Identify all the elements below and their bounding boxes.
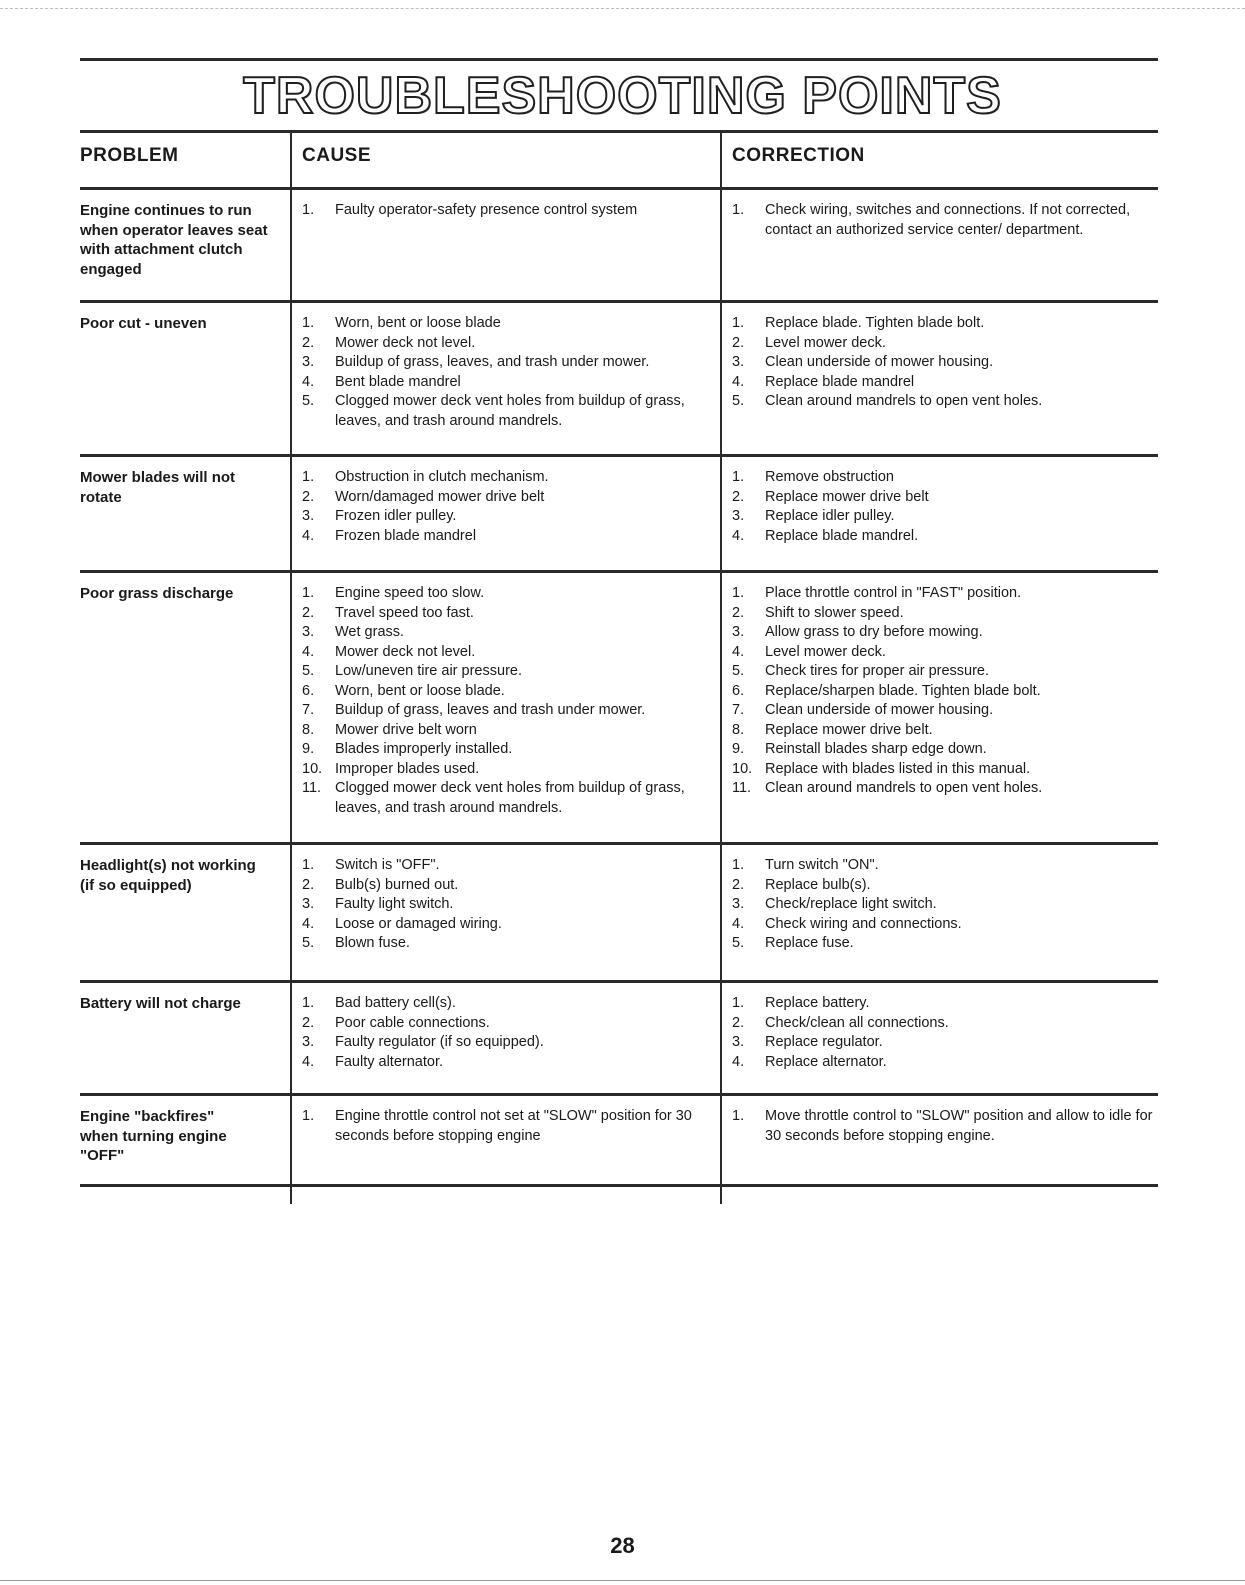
item-text: Clogged mower deck vent holes from buildup of grass, leaves, and trash around mandrels. (335, 393, 685, 429)
item-text: Mower deck not level. (335, 643, 476, 660)
correction-item (732, 373, 1158, 393)
correction-item (732, 701, 1158, 721)
item-number: 1. (732, 585, 745, 601)
item-number: 3. (302, 508, 315, 524)
correction-item (732, 604, 1158, 624)
item-text: Clean underside of mower housing. (765, 702, 994, 718)
item-text: Frozen idler pulley. (335, 508, 457, 524)
item-text: Replace idler pulley. (765, 508, 895, 524)
item-number: 1. (732, 1108, 745, 1124)
correction-cell (720, 303, 1158, 454)
item-text: Reinstall blades sharp edge down. (765, 741, 987, 757)
correction-item (732, 1107, 1158, 1146)
cause-cell (290, 573, 720, 842)
item-number: 2. (302, 604, 315, 621)
cause-cell (290, 190, 720, 300)
cause-item (302, 740, 720, 760)
cause-item (302, 604, 720, 624)
cause-item (302, 934, 720, 954)
cause-item (302, 662, 720, 682)
cause-item (302, 353, 720, 373)
problem-text: Headlight(s) not working (if so equipped) (80, 857, 256, 894)
correction-item (732, 915, 1158, 935)
cause-item (302, 468, 720, 488)
cause-item (302, 876, 720, 896)
item-number: 3. (302, 1034, 315, 1050)
item-text: Replace fuse. (765, 935, 854, 951)
item-text: Faulty alternator. (335, 1053, 443, 1070)
item-text: Bulb(s) burned out. (335, 876, 459, 893)
item-number: 2. (302, 334, 315, 351)
item-text: Buildup of grass, leaves and trash under mower. (335, 702, 646, 718)
item-number: 3. (302, 354, 315, 370)
problem-cell (80, 457, 290, 570)
item-text: Replace blade mandrel (765, 373, 915, 390)
item-number: 2. (732, 488, 745, 505)
correction-item (732, 488, 1158, 508)
item-text: Shift to slower speed. (765, 604, 904, 621)
item-text: Bent blade mandrel (335, 373, 461, 390)
item-text: Mower drive belt worn (335, 721, 477, 738)
item-text: Check wiring, switches and connections. If not corrected, contact an authorized service center/ department. (765, 202, 1131, 238)
cause-item (302, 373, 720, 393)
item-number: 1. (732, 857, 745, 873)
item-text: Travel speed too fast. (335, 604, 474, 621)
item-text: Replace with blades listed in this manual. (765, 760, 1031, 777)
problem-text: Engine "backfires" when turning engine "OFF" (80, 1108, 227, 1164)
correction-item (732, 1033, 1158, 1053)
correction-item (732, 584, 1158, 604)
item-number: 2. (732, 1014, 745, 1031)
item-text: Wet grass. (335, 624, 405, 640)
item-text: Replace regulator. (765, 1034, 883, 1050)
item-text: Check/replace light switch. (765, 896, 937, 912)
item-number: 1. (302, 995, 315, 1011)
item-number: 1. (732, 469, 745, 485)
item-number: 5. (302, 663, 315, 679)
item-text: Replace/sharpen blade. Tighten blade bolt. (765, 682, 1041, 699)
cause-item (302, 643, 720, 663)
item-text: Replace bulb(s). (765, 876, 871, 893)
problem-text: Poor grass discharge (80, 585, 234, 602)
correction-item (732, 623, 1158, 643)
problem-text: Engine continues to run when operator leaves seat with attachment clutch engaged (80, 202, 268, 278)
item-text: Replace mower drive belt. (765, 721, 933, 738)
item-text: Move throttle control to "SLOW" position and allow to idle for 30 seconds before stopping engine. (765, 1108, 1153, 1144)
item-text: Worn, bent or loose blade (335, 315, 501, 331)
cause-item (302, 915, 720, 935)
correction-item (732, 662, 1158, 682)
correction-item (732, 682, 1158, 702)
correction-item (732, 779, 1158, 799)
item-text: Switch is "OFF". (335, 857, 440, 873)
item-number: 2. (732, 334, 745, 351)
correction-item (732, 507, 1158, 527)
item-number: 3. (302, 896, 315, 912)
item-number: 1. (302, 857, 315, 873)
correction-item (732, 201, 1158, 240)
item-number: 10. (302, 760, 323, 777)
correction-item (732, 740, 1158, 760)
item-number: 3. (732, 508, 745, 524)
item-text: Turn switch "ON". (765, 857, 879, 873)
item-text: Allow grass to dry before mowing. (765, 624, 983, 640)
item-number: 5. (302, 393, 315, 409)
problem-cell (80, 303, 290, 454)
header-correction: CORRECTION (720, 133, 1158, 187)
item-number: 4. (732, 527, 745, 544)
item-number: 6. (302, 682, 315, 699)
cause-item (302, 895, 720, 915)
item-number: 1. (302, 202, 315, 218)
cause-cell (290, 1096, 720, 1184)
troubleshooting-table (80, 133, 1158, 1187)
item-text: Blades improperly installed. (335, 741, 513, 757)
cause-item (302, 488, 720, 508)
header-cause: CAUSE (290, 133, 720, 187)
item-text: Buildup of grass, leaves, and trash under mower. (335, 354, 650, 370)
item-number: 5. (732, 393, 745, 409)
item-text: Clean around mandrels to open vent holes. (765, 780, 1043, 796)
cause-item (302, 1014, 720, 1034)
item-text: Mower deck not level. (335, 334, 476, 351)
cause-cell (290, 983, 720, 1093)
item-number: 1. (302, 469, 315, 485)
correction-item (732, 895, 1158, 915)
item-text: Level mower deck. (765, 643, 886, 660)
item-number: 3. (732, 354, 745, 370)
correction-item (732, 1014, 1158, 1034)
item-number: 11. (732, 780, 752, 796)
item-text: Check tires for proper air pressure. (765, 663, 990, 679)
item-text: Bad battery cell(s). (335, 995, 456, 1011)
cause-cell (290, 303, 720, 454)
item-number: 2. (302, 876, 315, 893)
item-number: 5. (732, 935, 745, 951)
item-number: 4. (302, 643, 315, 660)
item-text: Check wiring and connections. (765, 915, 962, 932)
cause-item (302, 721, 720, 741)
cause-column-tail (290, 1187, 720, 1204)
item-number: 2. (302, 1014, 315, 1031)
item-text: Poor cable connections. (335, 1014, 490, 1031)
table-row (80, 845, 1158, 983)
correction-item (732, 934, 1158, 954)
table-row (80, 1096, 1158, 1187)
cause-item (302, 334, 720, 354)
problem-text: Mower blades will not rotate (80, 469, 236, 506)
cause-item (302, 760, 720, 780)
item-text: Replace alternator. (765, 1053, 887, 1070)
item-number: 3. (732, 624, 745, 640)
item-text: Loose or damaged wiring. (335, 915, 502, 932)
item-text: Engine speed too slow. (335, 585, 485, 601)
cause-item (302, 856, 720, 876)
problem-cell (80, 845, 290, 980)
item-text: Low/uneven tire air pressure. (335, 663, 522, 679)
correction-cell (720, 190, 1158, 300)
cause-item (302, 701, 720, 721)
item-number: 2. (732, 604, 745, 621)
correction-cell (720, 573, 1158, 842)
item-number: 3. (732, 1034, 745, 1050)
cause-item (302, 507, 720, 527)
item-number: 4. (302, 373, 315, 390)
table-row (80, 190, 1158, 303)
cause-item (302, 1033, 720, 1053)
cause-item (302, 314, 720, 334)
cause-item (302, 392, 720, 431)
table-body (80, 190, 1158, 1187)
table-header-row (80, 133, 1158, 190)
item-number: 4. (732, 643, 745, 660)
item-text: Improper blades used. (335, 760, 480, 777)
item-number: 6. (732, 682, 745, 699)
item-number: 5. (732, 663, 745, 679)
correction-cell (720, 845, 1158, 980)
item-number: 3. (732, 896, 745, 912)
cause-cell (290, 457, 720, 570)
item-text: Blown fuse. (335, 935, 410, 951)
item-number: 8. (732, 721, 745, 738)
item-text: Faulty light switch. (335, 896, 454, 912)
item-number: 4. (732, 373, 745, 390)
correction-item (732, 353, 1158, 373)
correction-item (732, 643, 1158, 663)
cause-item (302, 527, 720, 547)
correction-item (732, 856, 1158, 876)
scan-edge-top (0, 8, 1245, 10)
item-number: 3. (302, 624, 315, 640)
problem-text: Battery will not charge (80, 995, 241, 1012)
table-row (80, 983, 1158, 1096)
item-number: 2. (302, 488, 315, 505)
item-text: Place throttle control in "FAST" position. (765, 585, 1022, 601)
item-text: Faulty operator-safety presence control system (335, 202, 638, 218)
item-number: 1. (732, 202, 745, 218)
page-number: 28 (610, 1533, 635, 1558)
correction-cell (720, 983, 1158, 1093)
item-number: 1. (302, 1108, 315, 1124)
item-text: Obstruction in clutch mechanism. (335, 469, 549, 485)
item-number: 4. (732, 915, 745, 932)
cause-item (302, 1107, 720, 1146)
problem-cell (80, 983, 290, 1093)
item-number: 5. (302, 935, 315, 951)
correction-item (732, 994, 1158, 1014)
correction-item (732, 392, 1158, 412)
table-row (80, 457, 1158, 573)
item-number: 1. (302, 585, 315, 601)
table-row (80, 573, 1158, 845)
item-text: Frozen blade mandrel (335, 527, 477, 544)
cause-item (302, 994, 720, 1014)
item-text: Replace blade. Tighten blade bolt. (765, 315, 985, 331)
cause-item (302, 584, 720, 604)
item-number: 11. (302, 780, 322, 796)
item-text: Worn, bent or loose blade. (335, 682, 505, 699)
item-text: Engine throttle control not set at "SLOW" position for 30 seconds before stopping engine (335, 1108, 692, 1144)
cause-item (302, 1053, 720, 1073)
page-title: TROUBLESHOOTING POINTS (243, 67, 1002, 125)
correction-item (732, 468, 1158, 488)
cause-item (302, 201, 720, 221)
header-problem: PROBLEM (80, 145, 179, 166)
correction-column-tail (720, 1187, 1158, 1204)
item-number: 1. (732, 315, 745, 331)
table-row (80, 303, 1158, 457)
item-number: 7. (302, 702, 315, 718)
cause-item (302, 779, 720, 818)
item-text: Worn/damaged mower drive belt (335, 488, 545, 505)
item-number: 1. (302, 315, 315, 331)
item-number: 7. (732, 702, 745, 718)
item-text: Replace blade mandrel. (765, 527, 919, 544)
item-number: 8. (302, 721, 315, 738)
item-text: Clean around mandrels to open vent holes. (765, 393, 1043, 409)
correction-item (732, 721, 1158, 741)
correction-item (732, 1053, 1158, 1073)
item-number: 4. (302, 1053, 315, 1070)
table-tail (80, 1187, 1158, 1204)
correction-item (732, 334, 1158, 354)
correction-cell (720, 1096, 1158, 1184)
problem-cell (80, 1096, 290, 1184)
item-text: Clogged mower deck vent holes from buildup of grass, leaves, and trash around mandrels. (335, 780, 685, 816)
problem-cell (80, 190, 290, 300)
cause-item (302, 682, 720, 702)
cause-cell (290, 845, 720, 980)
item-number: 4. (732, 1053, 745, 1070)
item-number: 10. (732, 760, 753, 777)
item-text: Remove obstruction (765, 469, 894, 485)
scan-edge-bottom (0, 1580, 1245, 1582)
correction-item (732, 760, 1158, 780)
item-number: 4. (302, 527, 315, 544)
top-rule (80, 58, 1158, 61)
item-text: Faulty regulator (if so equipped). (335, 1034, 544, 1050)
item-text: Check/clean all connections. (765, 1014, 949, 1031)
problem-text: Poor cut - uneven (80, 315, 207, 332)
item-number: 9. (302, 741, 315, 757)
correction-item (732, 527, 1158, 547)
problem-cell (80, 573, 290, 842)
item-text: Level mower deck. (765, 334, 886, 351)
correction-cell (720, 457, 1158, 570)
item-text: Replace mower drive belt (765, 488, 929, 505)
item-number: 1. (732, 995, 745, 1011)
item-number: 2. (732, 876, 745, 893)
item-text: Replace battery. (765, 995, 870, 1011)
item-text: Clean underside of mower housing. (765, 354, 994, 370)
correction-item (732, 314, 1158, 334)
item-number: 4. (302, 915, 315, 932)
item-number: 9. (732, 741, 745, 757)
correction-item (732, 876, 1158, 896)
cause-item (302, 623, 720, 643)
